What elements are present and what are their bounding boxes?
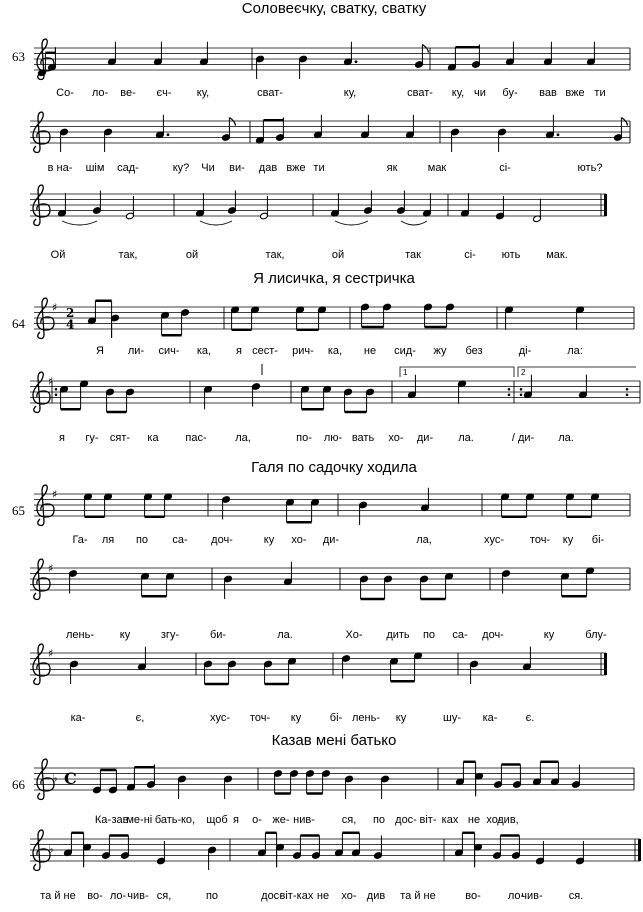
lyric-syllable: са- bbox=[172, 534, 188, 546]
lyric-syllable: ди- bbox=[322, 534, 340, 546]
lyric-syllable: ку, bbox=[196, 87, 210, 99]
dot bbox=[557, 133, 560, 136]
lyric-syllable: же- bbox=[272, 814, 290, 826]
lyric-syllable: ді- bbox=[518, 345, 532, 357]
lyric-syllable: шім bbox=[85, 162, 105, 174]
dot bbox=[167, 133, 170, 136]
lyric-syllable: без bbox=[465, 345, 483, 357]
lyric-syllable: чив- bbox=[127, 890, 149, 902]
lyric-syllable: по bbox=[135, 534, 149, 546]
staff-system bbox=[30, 112, 630, 153]
lyric-syllable: би- bbox=[209, 629, 227, 641]
lyric-syllable: ло- bbox=[91, 87, 109, 99]
lyric-syllable: лень- bbox=[351, 712, 381, 724]
sharp-symbol: ♯ bbox=[48, 647, 54, 660]
lyric-syllable: ме- bbox=[126, 814, 144, 826]
time-signature-top: 2 bbox=[66, 306, 75, 320]
song-number: 63 bbox=[12, 49, 25, 64]
lyric-syllable: ках bbox=[296, 890, 314, 902]
lyric-syllable: ку bbox=[119, 629, 131, 641]
staff-system bbox=[34, 298, 634, 339]
lyric-syllable: вже bbox=[286, 162, 306, 174]
lyric-syllable: Ка- bbox=[94, 814, 112, 826]
song-number: 65 bbox=[12, 503, 25, 518]
lyric-syllable: ла, bbox=[235, 432, 251, 444]
lyric-syllable: ла. bbox=[277, 629, 293, 641]
lyric-syllable: по- bbox=[296, 432, 312, 444]
lyric-syllable: ють bbox=[501, 249, 521, 261]
staff-system bbox=[34, 39, 630, 80]
lyric-syllable: Со- bbox=[56, 87, 74, 99]
lyric-syllable: мак. bbox=[546, 249, 568, 261]
lyric-syllable: ку bbox=[562, 534, 574, 546]
lyric-syllable: Я bbox=[96, 345, 104, 357]
lyric-syllable: ти bbox=[313, 162, 325, 174]
dot bbox=[355, 60, 358, 63]
time-signature-bottom: 4 bbox=[66, 317, 75, 332]
lyric-syllable: ти bbox=[594, 87, 606, 99]
lyric-syllable: Хо- bbox=[345, 629, 363, 641]
lyric-syllable: ой bbox=[331, 249, 345, 261]
lyric-syllable: хо- bbox=[388, 432, 404, 444]
lyric-syllable: ка, bbox=[196, 345, 212, 357]
lyric-syllable: сі- bbox=[464, 249, 476, 261]
lyric-syllable: не bbox=[363, 345, 377, 357]
lyric-syllable: не bbox=[467, 814, 481, 826]
lyric-syllable: як bbox=[386, 162, 398, 174]
staff-system bbox=[30, 830, 641, 871]
lyric-syllable: доч- bbox=[482, 629, 504, 641]
lyric-syllable: ли- bbox=[127, 345, 145, 357]
lyric-syllable: по bbox=[422, 629, 436, 641]
lyric-syllable: ку, bbox=[343, 87, 357, 99]
lyric-syllable: є. bbox=[525, 712, 535, 724]
lyric-syllable: / ди- bbox=[511, 432, 535, 444]
lyric-syllable: я bbox=[59, 432, 65, 444]
lyric-syllable: са- bbox=[452, 629, 468, 641]
lyric-syllable: гу- bbox=[85, 432, 99, 444]
song-title: Я лисичка, я сестричка bbox=[253, 270, 415, 287]
lyric-syllable: нив- bbox=[293, 814, 315, 826]
lyric-syllable: ко, bbox=[180, 814, 196, 826]
lyric-syllable: дить bbox=[386, 629, 410, 641]
lyric-syllable: ка, bbox=[327, 345, 343, 357]
lyric-syllable: лень- bbox=[65, 629, 95, 641]
lyric-syllable: точ- bbox=[249, 712, 271, 724]
staff-system bbox=[30, 559, 630, 600]
lyric-syllable: ку, bbox=[451, 87, 465, 99]
lyric-syllable: та й не bbox=[40, 890, 76, 902]
lyric-syllable: хо- bbox=[341, 890, 357, 902]
lyric-syllable: ку bbox=[263, 534, 275, 546]
lyric-syllable: ся, bbox=[341, 814, 357, 826]
lyric-syllable: ку bbox=[395, 712, 407, 724]
lyric-syllable: по bbox=[372, 814, 386, 826]
lyric-syllable: зав bbox=[111, 814, 129, 826]
lyric-syllable: хус- bbox=[209, 712, 231, 724]
lyric-syllable: мак bbox=[427, 162, 447, 174]
staff-system bbox=[30, 364, 640, 413]
staff-system bbox=[30, 185, 607, 226]
lyric-syllable: сест- bbox=[252, 345, 278, 357]
staff-system bbox=[30, 644, 607, 685]
lyric-syllable: блу- bbox=[585, 629, 607, 641]
lyric-syllable: рич- bbox=[292, 345, 314, 357]
lyric-syllable: бу- bbox=[502, 87, 518, 99]
lyric-syllable: ло- bbox=[507, 890, 525, 902]
lyric-syllable: по bbox=[205, 890, 219, 902]
lyric-syllable: див bbox=[366, 890, 386, 902]
lyric-syllable: ло- bbox=[109, 890, 127, 902]
lyric-syllable: вав bbox=[539, 87, 557, 99]
song-title: Казав мені батько bbox=[271, 732, 397, 749]
lyric-syllable: сич- bbox=[158, 345, 180, 357]
lyric-syllable: сі- bbox=[499, 162, 511, 174]
lyric-syllable: щоб bbox=[206, 814, 228, 826]
sharp-symbol: ♯ bbox=[52, 488, 58, 501]
lyric-syllable: пас- bbox=[185, 432, 207, 444]
lyric-syllable: Ой bbox=[50, 249, 66, 261]
lyric-syllable: вже bbox=[565, 87, 585, 99]
lyric-syllable: Га- bbox=[72, 534, 88, 546]
common-time-symbol: C bbox=[64, 769, 77, 788]
lyric-syllable: віт- bbox=[419, 814, 437, 826]
lyric-syllable: ла. bbox=[558, 432, 574, 444]
staff-system bbox=[34, 759, 634, 800]
lyric-syllable: сват- bbox=[407, 87, 433, 99]
lyric-syllable: ла, bbox=[416, 534, 432, 546]
lyric-syllable: дос- bbox=[261, 890, 283, 902]
lyric-syllable: точ- bbox=[529, 534, 551, 546]
lyric-syllable: ой bbox=[185, 249, 199, 261]
lyric-syllable: так, bbox=[265, 249, 285, 261]
flat-symbol: ♭ bbox=[48, 842, 54, 856]
lyric-syllable: ку? bbox=[172, 162, 190, 174]
lyric-syllable: ку bbox=[290, 712, 302, 724]
lyric-syllable: хо- bbox=[486, 814, 502, 826]
lyric-syllable: о- bbox=[252, 814, 262, 826]
lyric-syllable: єч- bbox=[156, 87, 172, 99]
lyric-syllable: сват- bbox=[257, 87, 283, 99]
lyric-syllable: вать bbox=[351, 432, 375, 444]
lyric-syllable: так, bbox=[118, 249, 138, 261]
lyric-syllable: дав bbox=[258, 162, 278, 174]
lyric-syllable: во- bbox=[87, 890, 103, 902]
lyric-syllable: див, bbox=[497, 814, 519, 826]
lyric-syllable: сят- bbox=[109, 432, 131, 444]
lyric-syllable: бі- bbox=[591, 534, 605, 546]
lyric-syllable: ся. bbox=[568, 890, 584, 902]
lyric-syllable: шу- bbox=[443, 712, 461, 724]
lyric-syllable: ні bbox=[143, 814, 153, 826]
lyric-syllable: доч- bbox=[211, 534, 233, 546]
lyric-syllable: ла. bbox=[458, 432, 474, 444]
lyric-syllable: хо- bbox=[291, 534, 307, 546]
lyric-syllable: сид- bbox=[394, 345, 416, 357]
lyric-syllable: чив- bbox=[521, 890, 543, 902]
song-number: 66 bbox=[12, 777, 25, 792]
lyric-syllable: ка- bbox=[482, 712, 498, 724]
lyric-syllable: ють? bbox=[577, 162, 603, 174]
staff-system bbox=[34, 485, 630, 526]
lyric-syllable: віт- bbox=[279, 890, 297, 902]
lyric-syllable: жу bbox=[433, 345, 447, 357]
lyric-syllable: та й не bbox=[400, 890, 436, 902]
lyric-syllable: я bbox=[233, 814, 239, 826]
lyric-syllable: сад- bbox=[117, 162, 139, 174]
lyric-syllable: ля bbox=[101, 534, 115, 546]
lyric-syllable: ку bbox=[543, 629, 555, 641]
sharp-symbol: ♯ bbox=[52, 301, 58, 314]
lyric-syllable: ла: bbox=[567, 345, 583, 357]
lyric-syllable: є, bbox=[135, 712, 145, 724]
sharp-symbol: ♯ bbox=[48, 375, 54, 388]
lyric-syllable: так bbox=[405, 249, 421, 261]
lyric-syllable: бі- bbox=[329, 712, 343, 724]
lyric-syllable: ка- bbox=[70, 712, 86, 724]
lyric-syllable: бать- bbox=[154, 814, 182, 826]
lyric-syllable: ся, bbox=[156, 890, 172, 902]
lyric-syllable: ка bbox=[147, 432, 159, 444]
lyric-syllable: ве- bbox=[120, 87, 136, 99]
lyric-syllable: я bbox=[236, 345, 242, 357]
sharp-symbol: ♯ bbox=[48, 562, 54, 575]
song-title: Галя по садочку ходила bbox=[251, 459, 417, 476]
lyric-syllable: ви- bbox=[229, 162, 245, 174]
lyric-syllable: Чи bbox=[201, 162, 215, 174]
lyric-syllable: хус- bbox=[483, 534, 505, 546]
lyric-syllable: в на- bbox=[47, 162, 73, 174]
volta-number: 1 bbox=[403, 368, 408, 377]
lyric-syllable: ди- bbox=[416, 432, 434, 444]
song-title: Соловеєчку, сватку, сватку bbox=[241, 0, 427, 17]
lyric-syllable: ках bbox=[441, 814, 459, 826]
lyric-syllable: не bbox=[316, 890, 330, 902]
lyric-syllable: лю- bbox=[323, 432, 343, 444]
volta-number: 2 bbox=[521, 368, 526, 377]
lyric-syllable: во- bbox=[465, 890, 481, 902]
lyric-syllable: дос- bbox=[395, 814, 417, 826]
lyric-syllable: чи bbox=[474, 87, 486, 99]
lyric-syllable: згу- bbox=[160, 629, 180, 641]
song-number: 64 bbox=[12, 316, 25, 331]
flat-symbol: ♭ bbox=[52, 771, 58, 785]
